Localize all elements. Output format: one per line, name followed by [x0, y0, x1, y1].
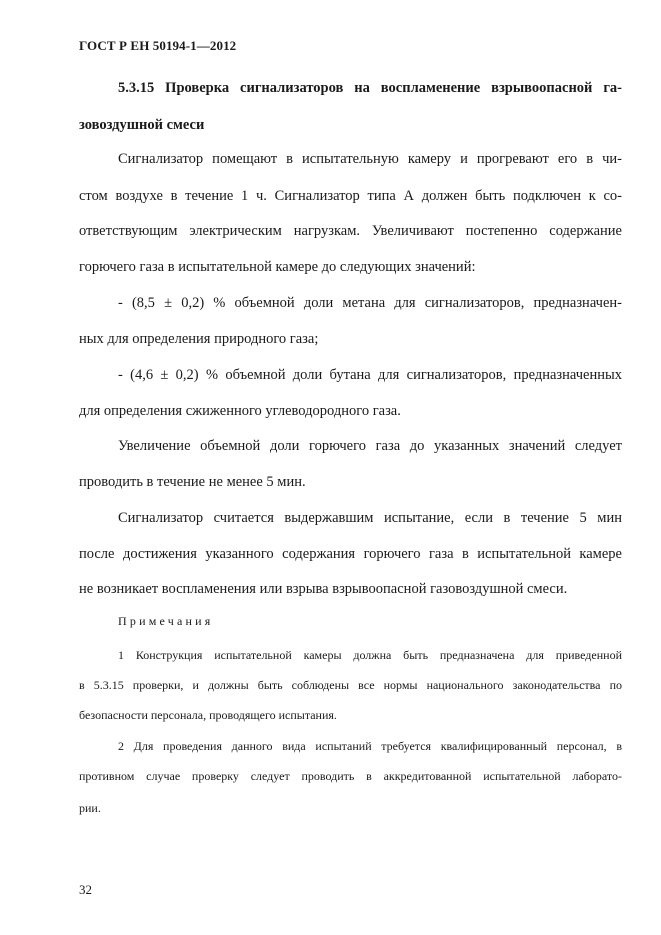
- list-methane-line-2: ных для определения природного газа;: [79, 331, 319, 347]
- note-1-line-3: безопасности персонала, проводящего испытания.: [79, 708, 337, 722]
- conclusion-line-1: Сигнализатор считается выдержавшим испытание, если в течение 5 мин: [118, 510, 622, 526]
- note-2-line-1: 2 Для проведения данного вида испытаний требуется квалифицированный персонал, в: [118, 739, 622, 753]
- list-butane-line-2: для определения сжиженного углеводородного газа.: [79, 403, 401, 419]
- section-heading-line-2: зовоздушной смеси: [79, 117, 205, 133]
- note-2-line-2: противном случае проверку следует проводить в аккредитованной испытательной лаборато-: [79, 769, 622, 783]
- note-1-line-2: в 5.3.15 проверки, и должны быть соблюдены все нормы национального законодательства по: [79, 678, 622, 692]
- increase-line-1: Увеличение объемной доли горючего газа до указанных значений следует: [118, 438, 622, 454]
- conclusion-line-2: после достижения указанного содержания горючего газа в испытательной камере: [79, 546, 622, 562]
- note-2-line-3: рии.: [79, 801, 101, 815]
- notes-title: Примечания: [118, 614, 214, 628]
- list-methane-line-1: - (8,5 ± 0,2) % объемной доли метана для сигнализаторов, предназначен-: [118, 295, 622, 311]
- intro-line-2: стом воздухе в течение 1 ч. Сигнализатор типа А должен быть подключен к со-: [79, 188, 622, 204]
- page-number: 32: [79, 882, 92, 897]
- standard-code: ГОСТ Р ЕН 50194-1—2012: [79, 38, 237, 53]
- intro-line-3: ответствующим электрическим нагрузкам. Увеличивают постепенно содержание: [79, 223, 622, 239]
- list-butane-line-1: - (4,6 ± 0,2) % объемной доли бутана для сигнализаторов, предназначенных: [118, 367, 622, 383]
- increase-line-2: проводить в течение не менее 5 мин.: [79, 474, 306, 490]
- conclusion-line-3: не возникает воспламенения или взрыва взрывоопасной газовоздушной смеси.: [79, 581, 568, 597]
- intro-line-4: горючего газа в испытательной камере до следующих значений:: [79, 259, 476, 275]
- section-heading-line-1: 5.3.15 Проверка сигнализаторов на воспламенение взрывоопасной га-: [118, 80, 622, 96]
- intro-line-1: Сигнализатор помещают в испытательную камеру и прогревают его в чи-: [118, 151, 622, 167]
- note-1-line-1: 1 Конструкция испытательной камеры должна быть предназначена для приведенной: [118, 648, 622, 662]
